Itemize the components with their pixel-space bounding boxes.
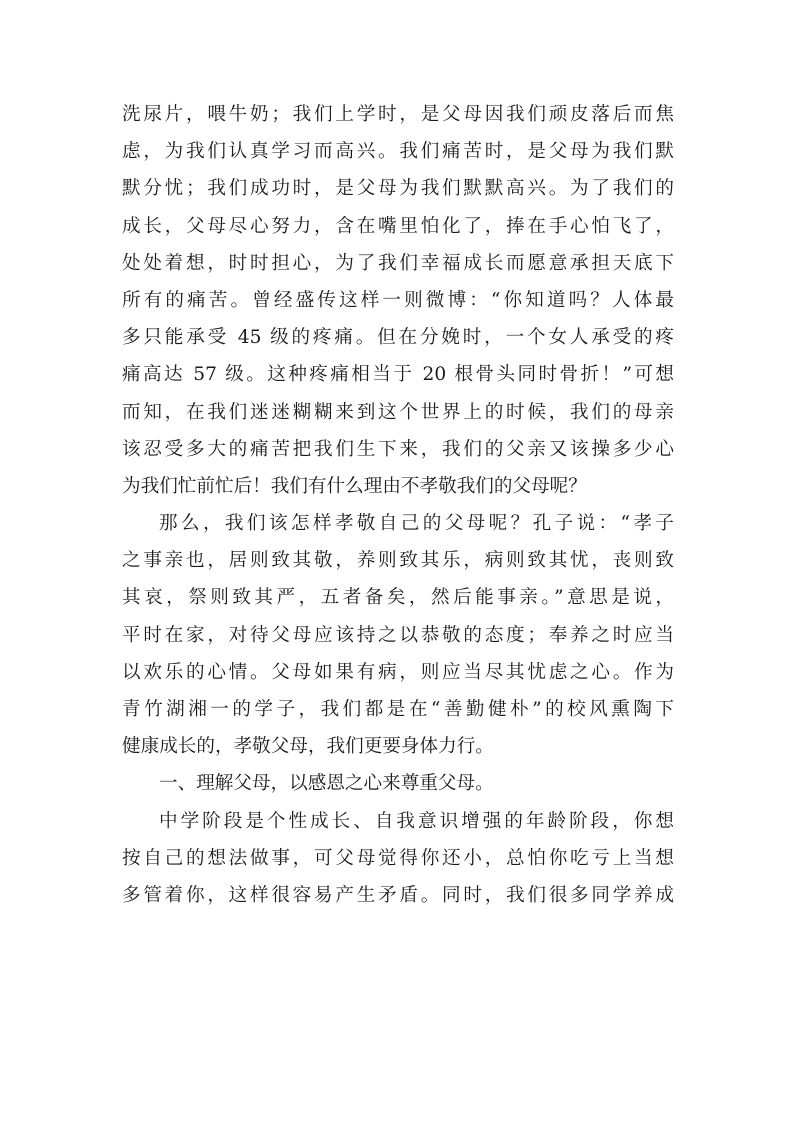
- text-line: 按自己的想法做事，可父母觉得你还小，总怕你吃亏上当想: [122, 847, 674, 869]
- text-line: 其哀，祭则致其严，五者备矣，然后能事亲。”意思是说，: [122, 587, 674, 609]
- text-line: 健康成长的，孝敬父母，我们更要身体力行。: [122, 736, 494, 758]
- text-line: 该忍受多大的痛苦把我们生下来，我们的父亲又该操多少心: [122, 438, 674, 460]
- text-line: 中学阶段是个性成长、自我意识增强的年龄阶段，你想: [159, 810, 674, 832]
- text-line: 青竹湖湘一的学子，我们都是在“善勤健朴”的校风熏陶下: [122, 699, 674, 720]
- text-line: 以欢乐的心情。父母如果有病，则应当尽其忧虑之心。作为: [122, 661, 674, 683]
- text-line: 洗尿片，喂牛奶；我们上学时，是父母因我们顽皮落后而焦: [122, 104, 674, 125]
- text-line: 所有的痛苦。曾经盛传这样一则微博：“你知道吗？人体最: [122, 289, 674, 311]
- section-heading: 一、理解父母，以感恩之心来尊重父母。: [159, 773, 494, 795]
- paragraph-filial-sacrifice: [122, 96, 674, 505]
- section-heading-understand-parents: [122, 765, 674, 802]
- text-line: 那么，我们该怎样孝敬自己的父母呢？孔子说：“孝子: [159, 513, 674, 535]
- text-line: 多管着你，这样很容易产生矛盾。同时，我们很多同学养成: [122, 884, 674, 906]
- text-line: 痛高达 57 级。这种疼痛相当于 20 根骨头同时骨折！”可想: [122, 364, 674, 386]
- text-line: 平时在家，对待父母应该持之以恭敬的态度；奉养之时应当: [122, 624, 674, 646]
- paragraph-confucius-quote: [122, 505, 674, 765]
- text-line: 之事亲也，居则致其敬，养则致其乐，病则致其忧，丧则致: [122, 550, 674, 572]
- text-line: 虑，为我们认真学习而高兴。我们痛苦时，是父母为我们默: [122, 141, 674, 163]
- text-line: 默分忧；我们成功时，是父母为我们默默高兴。为了我们的: [122, 178, 674, 200]
- text-line: 为我们忙前忙后！我们有什么理由不孝敬我们的父母呢？: [122, 475, 587, 497]
- text-line: 多只能承受 45 级的疼痛。但在分娩时，一个女人承受的疼: [122, 327, 674, 349]
- text-line: 而知，在我们迷迷糊糊来到这个世界上的时候，我们的母亲: [122, 401, 674, 423]
- paragraph-middle-school: [122, 803, 674, 915]
- document-body: [122, 96, 674, 914]
- text-line: 成长，父母尽心努力，含在嘴里怕化了，捧在手心怕飞了，: [122, 215, 674, 237]
- text-line: 处处着想，时时担心，为了我们幸福成长而愿意承担天底下: [122, 252, 674, 274]
